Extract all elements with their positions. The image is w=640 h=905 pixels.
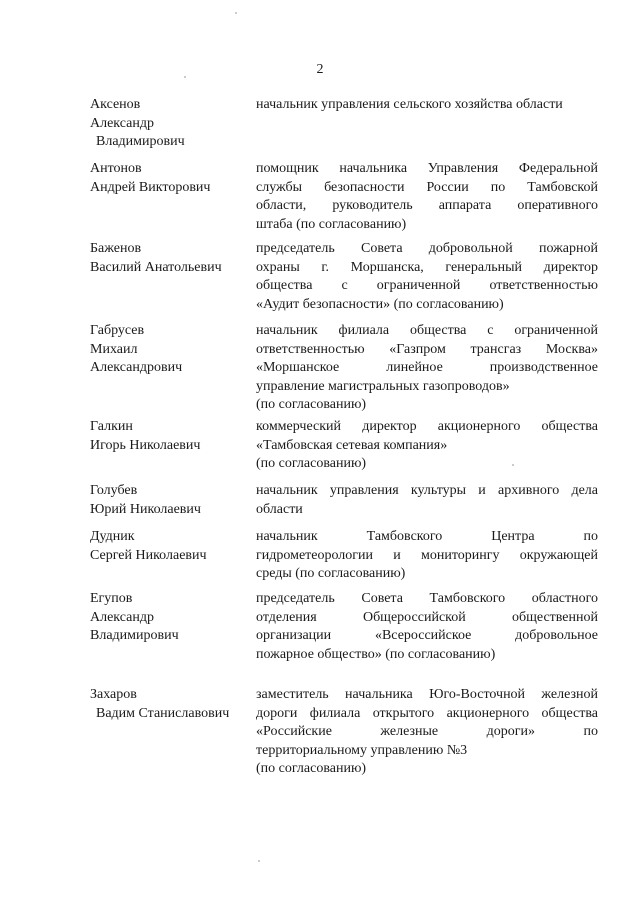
position-line: ответственностью «Газпром трансгаз Москва» [256, 341, 598, 357]
member-name [90, 590, 245, 646]
position-line: начальник управления культуры и архивного дела [256, 483, 598, 498]
member-name [90, 96, 245, 152]
position-line: «Тамбовская сетевая компания» [256, 437, 448, 453]
position-line: «Моршанское линейное производственное [256, 360, 598, 375]
member-name-line: Голубев [90, 483, 138, 498]
member-position [256, 590, 598, 664]
member-position [256, 418, 598, 474]
member-name-line: Андрей Викторович [90, 179, 211, 195]
member-name-line: Михаил [90, 341, 138, 357]
member-name [90, 240, 245, 277]
position-line: начальник управления сельского хозяйства области [256, 97, 563, 112]
position-line: дороги филиала открытого акционерного общества [256, 705, 598, 721]
position-line: службы безопасности России по Тамбовской [256, 179, 598, 195]
position-line: территориальному управлению №3 [256, 742, 468, 758]
member-name-line: Игорь Николаевич [90, 437, 201, 453]
position-line: гидрометеорологии и мониторингу окружающей [256, 547, 598, 563]
position-line: коммерческий директор акционерного общества [256, 419, 598, 434]
position-line: «Российские железные дороги» по [256, 724, 598, 739]
position-line: помощник начальника Управления Федеральной [256, 161, 598, 176]
position-line: области [256, 501, 303, 517]
position-line: области, руководитель аппарата оперативного [256, 198, 598, 213]
position-line: (по согласованию) [256, 397, 367, 412]
member-name [90, 160, 245, 197]
member-name-line: Владимирович [90, 628, 179, 643]
position-line: штаба (по согласованию) [256, 216, 407, 232]
position-line: председатель Совета Тамбовского областного [256, 591, 598, 606]
position-line: организации «Всероссийское добровольное [256, 628, 598, 643]
member-name-line: Габрусев [90, 323, 145, 338]
member-name-line: Захаров [90, 687, 137, 702]
position-line: (по согласованию) [256, 761, 367, 776]
page-number: 2 [316, 62, 324, 77]
member-position [256, 160, 598, 234]
scan-speck [235, 12, 237, 14]
position-line: начальник Тамбовского Центра по [256, 529, 598, 544]
scan-speck [258, 860, 260, 862]
member-name-line: Александр [90, 609, 154, 625]
scan-speck [184, 76, 186, 78]
member-position [256, 322, 598, 415]
member-name-line: Дудник [90, 529, 135, 544]
position-line: председатель Совета добровольной пожарной [256, 241, 598, 256]
member-position [256, 96, 598, 115]
member-name-line: Сергей Николаевич [90, 547, 207, 563]
position-line: пожарное общество» (по согласованию) [256, 646, 496, 662]
member-name-line: Аксенов [90, 97, 141, 112]
member-name [90, 528, 245, 565]
position-line: охраны г. Моршанска, генеральный директор [256, 259, 598, 275]
member-name-line: Владимирович [96, 134, 185, 149]
position-line: «Аудит безопасности» (по согласованию) [256, 296, 504, 312]
member-name-line: Вадим Станиславович [96, 705, 230, 721]
member-name-line: Василий Анатольевич [90, 259, 222, 275]
member-name-line: Антонов [90, 161, 142, 176]
position-line: общества с ограниченной ответственностью [256, 278, 598, 293]
position-line: управление магистральных газопроводов» [256, 378, 510, 394]
scan-speck [512, 464, 514, 466]
member-name-line: Александрович [90, 360, 183, 375]
member-position [256, 686, 598, 779]
member-position [256, 528, 598, 584]
member-name-line: Александр [90, 115, 154, 131]
member-name-line: Юрий Николаевич [90, 501, 201, 517]
member-position [256, 482, 598, 519]
position-line: среды (по согласованию) [256, 566, 406, 581]
member-name [90, 482, 245, 519]
member-name-line: Галкин [90, 419, 133, 434]
member-name [90, 686, 245, 723]
position-line: (по согласованию) [256, 456, 367, 471]
member-name [90, 418, 245, 455]
member-position [256, 240, 598, 314]
member-name-line: Егупов [90, 591, 133, 606]
position-line: начальник филиала общества с ограниченной [256, 323, 598, 338]
position-line: заместитель начальника Юго-Восточной железной [256, 687, 598, 702]
position-line: отделения Общероссийской общественной [256, 609, 598, 625]
member-name-line: Баженов [90, 241, 142, 256]
member-name [90, 322, 245, 378]
